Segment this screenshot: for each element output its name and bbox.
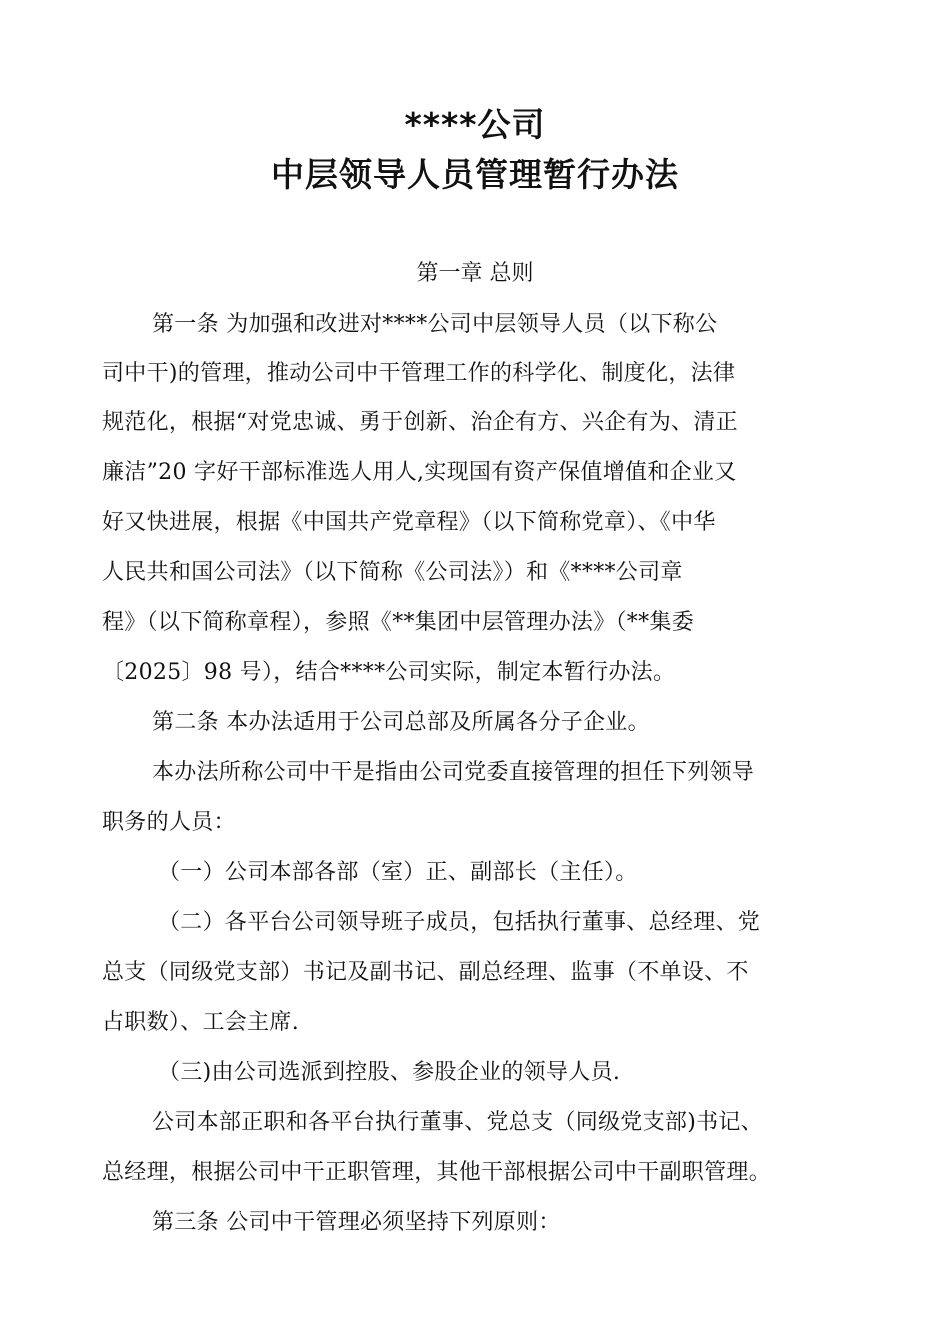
scope-item-2-line-1: （二）各平台公司领导班子成员，包括执行董事、总经理、党 (158, 910, 761, 935)
scope-item-1: （一）公司本部各部（室）正、副部长（主任）。 (158, 860, 638, 885)
management-paragraph-line-1: 公司本部正职和各平台执行董事、党总支（同级党支部)书记、 (152, 1110, 763, 1135)
scope-paragraph-line-2: 职务的人员： (102, 810, 236, 835)
document-title-company: ****公司 (404, 105, 546, 144)
article-1-line-5: 好又快进展，根据《中国共产党章程》（以下简称党章）、《中华 (102, 510, 716, 535)
scope-paragraph-line-1: 本办法所称公司中干是指由公司党委直接管理的担任下列领导 (152, 760, 755, 785)
article-2-line-1: 第二条 本办法适用于公司总部及所属各分子企业。 (152, 710, 650, 735)
article-1-line-3: 规范化，根据“对党忠诚、勇于创新、治企有方、兴企有为、清正 (102, 410, 738, 435)
article-1-line-4: 廉洁”20 字好干部标准选人用人,实现国有资产保值增值和企业又 (102, 460, 737, 485)
article-1-line-8: 〔2025〕98 号），结合****公司实际，制定本暂行办法。 (102, 660, 676, 685)
scope-item-2-line-2: 总支（同级党支部）书记及副书记、副总经理、监事（不单设、不 (102, 960, 749, 985)
article-1-line-2: 司中干)的管理，推动公司中干管理工作的科学化、制度化，法律 (102, 361, 736, 386)
scope-item-3: （三)由公司选派到控股、参股企业的领导人员. (158, 1060, 621, 1085)
scope-item-2-line-3: 占职数）、工会主席. (102, 1010, 299, 1035)
article-1-line-1: 第一条 为加强和改进对****公司中层领导人员（以下称公 (152, 312, 718, 337)
article-1-line-6: 人民共和国公司法》（以下简称《公司法》）和《****公司章 (102, 560, 683, 585)
management-paragraph-line-2: 总经理，根据公司中干正职管理，其他干部根据公司中干副职管理。 (102, 1160, 772, 1185)
document-title-main: 中层领导人员管理暂行办法 (271, 155, 679, 194)
chapter-heading: 第一章 总则 (416, 261, 534, 286)
article-1-line-7: 程》（以下简称章程），参照《**集团中层管理办法》（**集委 (102, 610, 695, 635)
article-3-line-1: 第三条 公司中干管理必须坚持下列原则： (152, 1210, 561, 1235)
